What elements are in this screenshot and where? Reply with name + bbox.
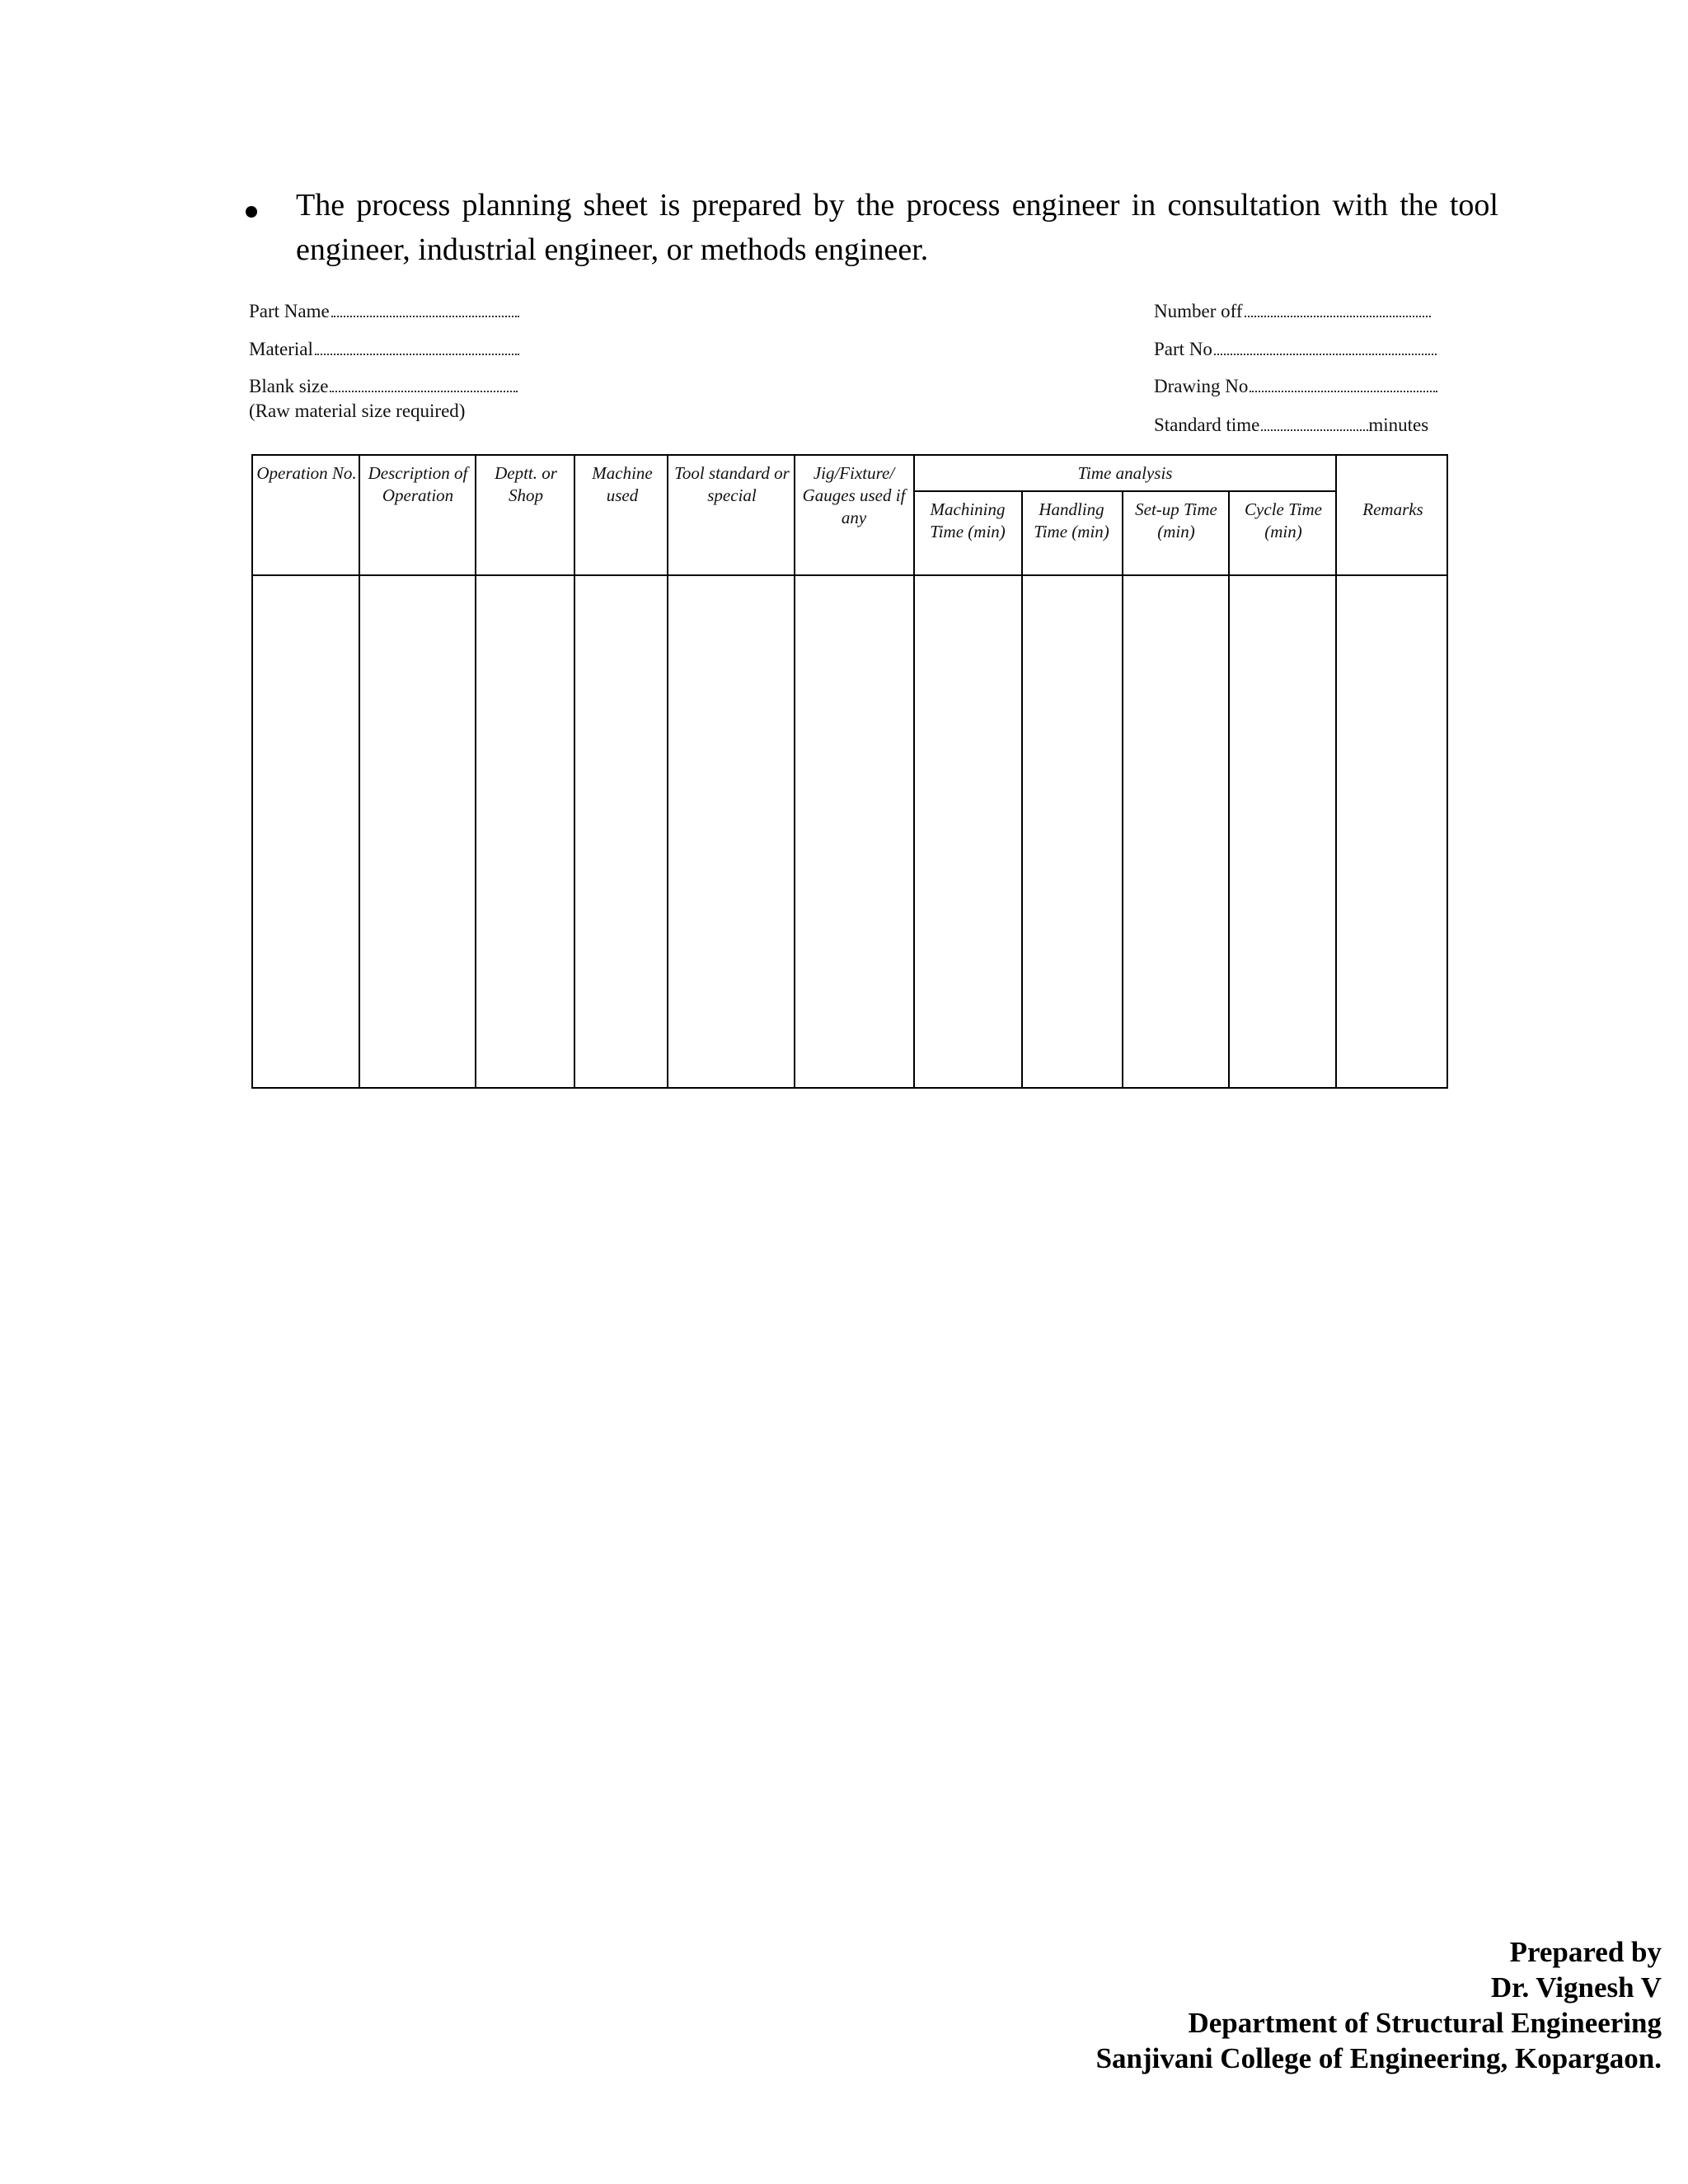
column-divider — [1021, 490, 1023, 1087]
column-divider — [1228, 490, 1230, 1087]
header-remarks: Remarks — [1362, 499, 1423, 519]
header-time-analysis: Time analysis — [1077, 463, 1173, 483]
header-cycle-time: Cycle Time (min) — [1245, 499, 1322, 541]
number-off-field — [1154, 300, 1431, 323]
part-no-blank — [1214, 338, 1437, 355]
drawing-no-label: Drawing No — [1154, 376, 1249, 396]
part-name-field — [249, 300, 519, 323]
number-off-label: Number off — [1154, 301, 1243, 321]
column-divider — [1335, 456, 1337, 1087]
header-setup-time: Set-up Time (min) — [1135, 499, 1217, 541]
column-divider — [475, 456, 476, 1087]
header-deptt-shop: Deptt. or Shop — [495, 463, 557, 505]
header-divider — [253, 574, 1447, 576]
drawing-no-blank — [1250, 375, 1437, 392]
part-no-field — [1154, 338, 1437, 361]
prepared-by-label: Prepared by — [1509, 1936, 1662, 1968]
bullet-icon — [246, 206, 257, 218]
blank-size-blank — [330, 375, 518, 392]
standard-time-unit: minutes — [1368, 415, 1429, 435]
blank-size-label: Blank size — [249, 376, 329, 396]
header-tool: Tool standard or special — [674, 463, 790, 505]
header-jig-fixture: Jig/Fixture/ Gauges used if any — [802, 463, 906, 527]
bullet-paragraph — [237, 183, 1498, 272]
part-name-blank — [331, 300, 519, 317]
time-analysis-divider — [913, 490, 1335, 492]
header-operation-no: Operation No. — [256, 463, 357, 483]
column-divider — [667, 456, 668, 1087]
standard-time-label: Standard time — [1154, 415, 1260, 435]
process-planning-sheet — [251, 454, 1448, 1089]
part-no-label: Part No — [1154, 339, 1212, 359]
header-handling-time: Handling Time (min) — [1034, 499, 1109, 541]
standard-time-blank — [1261, 414, 1368, 431]
material-field — [249, 338, 519, 361]
blank-size-note: (Raw material size required) — [249, 401, 466, 421]
bullet-text: The process planning sheet is prepared by the process engineer in consultation with the tool engineer, industrial engineer, or methods engineer. — [296, 188, 1498, 267]
column-divider — [574, 456, 575, 1087]
drawing-no-field — [1154, 375, 1437, 398]
prepared-by-block — [1096, 1934, 1662, 2076]
college-name: Sanjivani College of Engineering, Kopargaon. — [1095, 2042, 1662, 2074]
header-machine-used: Machine used — [592, 463, 653, 505]
part-name-label: Part Name — [249, 301, 330, 321]
department-name: Department of Structural Engineering — [1188, 2007, 1662, 2039]
column-divider — [1122, 490, 1123, 1087]
material-blank — [315, 338, 519, 355]
header-machining-time: Machining Time (min) — [930, 499, 1006, 541]
header-description: Description of Operation — [368, 463, 468, 505]
blank-size-field — [249, 375, 518, 398]
material-label: Material — [249, 339, 313, 359]
column-divider — [359, 456, 360, 1087]
column-divider — [794, 456, 795, 1087]
standard-time-field — [1154, 414, 1428, 437]
column-divider — [913, 456, 915, 1087]
author-name: Dr. Vignesh V — [1490, 1971, 1662, 2004]
number-off-blank — [1245, 300, 1431, 317]
